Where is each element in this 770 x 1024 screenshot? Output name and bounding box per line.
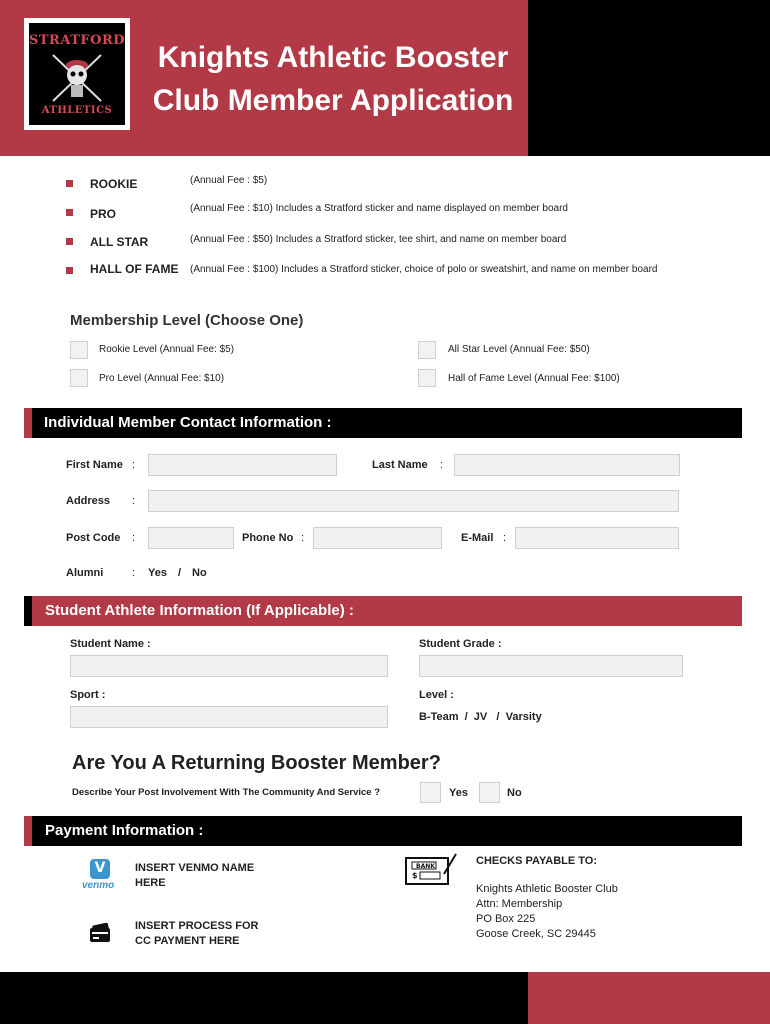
alumni-yes-option[interactable]: Yes [148,567,167,579]
first-name-label: First Name [66,459,123,471]
checks-line-3: PO Box 225 [476,913,536,925]
tier-desc-rookie: (Annual Fee : $5) [190,175,268,186]
student-name-field[interactable] [70,655,388,677]
credit-card-icon [88,922,112,944]
checks-line-1: Knights Athletic Booster Club [476,883,618,895]
returning-no-label: No [507,787,522,799]
tier-name-pro: PRO [90,207,117,221]
rookie-level-label: Rookie Level (Annual Fee: $5) [99,344,235,355]
student-band-accent [24,596,32,626]
bank-check-icon [404,852,458,886]
colon: : [132,459,136,471]
tier-name-hall-of-fame: HALL OF FAME [90,262,179,276]
post-code-label: Post Code [66,532,121,544]
bullet-icon [66,267,73,274]
venmo-icon: V [90,859,110,879]
checks-line-2: Attn: Membership [476,898,563,910]
last-name-field[interactable] [454,454,680,476]
tier-desc-all-star: (Annual Fee : $50) Includes a Stratford sticker, tee shirt, and name on member board [190,234,567,245]
alumni-no-option[interactable]: No [192,567,207,579]
last-name-label: Last Name [372,459,428,471]
logo-top-text: STRATFORD [29,33,126,48]
cc-process-line1: INSERT PROCESS FOR [135,920,259,932]
header-black-band [528,0,770,156]
phone-label: Phone No [242,532,294,544]
pro-level-checkbox[interactable] [70,369,88,387]
title-line-1: Knights Athletic Booster [157,41,509,74]
email-label: E-Mail [461,532,494,544]
bank-check-label: BANK [416,863,435,870]
checks-line-4: Goose Creek, SC 29445 [476,928,596,940]
venmo-name-line1: INSERT VENMO NAME [135,862,255,874]
colon: : [440,459,444,471]
contact-section-heading: Individual Member Contact Information : [32,408,742,438]
knight-icon [49,51,105,103]
membership-level-heading: Membership Level (Choose One) [70,312,304,329]
bullet-icon [66,209,73,216]
tier-name-all-star: ALL STAR [90,235,149,249]
logo-bottom-text: ATHLETICS [41,105,113,116]
colon: : [301,532,305,544]
student-grade-label: Student Grade : [419,638,502,650]
colon: : [132,495,136,507]
level-label: Level : [419,689,454,701]
title-line-2: Club Member Application [152,84,514,117]
address-field[interactable] [148,490,679,512]
footer-red-band [528,972,770,1024]
sport-label: Sport : [70,689,106,701]
returning-member-question: Are You A Returning Booster Member? [72,752,441,774]
footer-black-band [0,972,528,1024]
cc-process-line2: CC PAYMENT HERE [135,935,240,947]
colon: : [503,532,507,544]
venmo-logo-text: venmo [82,880,115,891]
tier-name-rookie: ROOKIE [90,177,138,191]
email-field[interactable] [515,527,679,549]
colon: : [132,532,136,544]
describe-involvement-label: Describe Your Post Involvement With The Community And Service ? [72,787,381,798]
colon: : [132,567,136,579]
page-title [140,36,526,122]
checks-payable-title: CHECKS PAYABLE TO: [476,855,598,867]
bullet-icon [66,238,73,245]
stratford-athletics-logo [24,18,130,130]
level-options[interactable]: B-Team / JV / Varsity [419,711,542,723]
hall-of-fame-level-label: Hall of Fame Level (Annual Fee: $100) [448,373,620,384]
logo-inner [29,23,125,125]
payment-section-heading: Payment Information : [32,816,742,846]
phone-field[interactable] [313,527,442,549]
alumni-separator: / [178,567,182,579]
alumni-label: Alumni [66,567,104,579]
returning-yes-checkbox[interactable] [420,782,441,803]
sport-field[interactable] [70,706,388,728]
tier-desc-hall-of-fame: (Annual Fee : $100) Includes a Stratford sticker, choice of polo or sweatshirt, and name on member board [190,264,658,275]
rookie-level-checkbox[interactable] [70,341,88,359]
all-star-level-label: All Star Level (Annual Fee: $50) [448,344,590,355]
svg-text:$: $ [412,871,418,880]
all-star-level-checkbox[interactable] [418,341,436,359]
student-name-label: Student Name : [70,638,151,650]
venmo-name-line2: HERE [135,877,166,889]
bullet-icon [66,180,73,187]
post-code-field[interactable] [148,527,234,549]
tier-desc-pro: (Annual Fee : $10) Includes a Stratford sticker and name displayed on member board [190,203,568,214]
address-label: Address [66,495,111,507]
pro-level-label: Pro Level (Annual Fee: $10) [99,373,225,384]
student-grade-field[interactable] [419,655,683,677]
first-name-field[interactable] [148,454,337,476]
returning-no-checkbox[interactable] [479,782,500,803]
contact-band-accent [24,408,32,438]
student-section-heading: Student Athlete Information (If Applicable) : [32,596,742,626]
payment-band-accent [24,816,32,846]
hall-of-fame-level-checkbox[interactable] [418,369,436,387]
returning-yes-label: Yes [449,787,468,799]
